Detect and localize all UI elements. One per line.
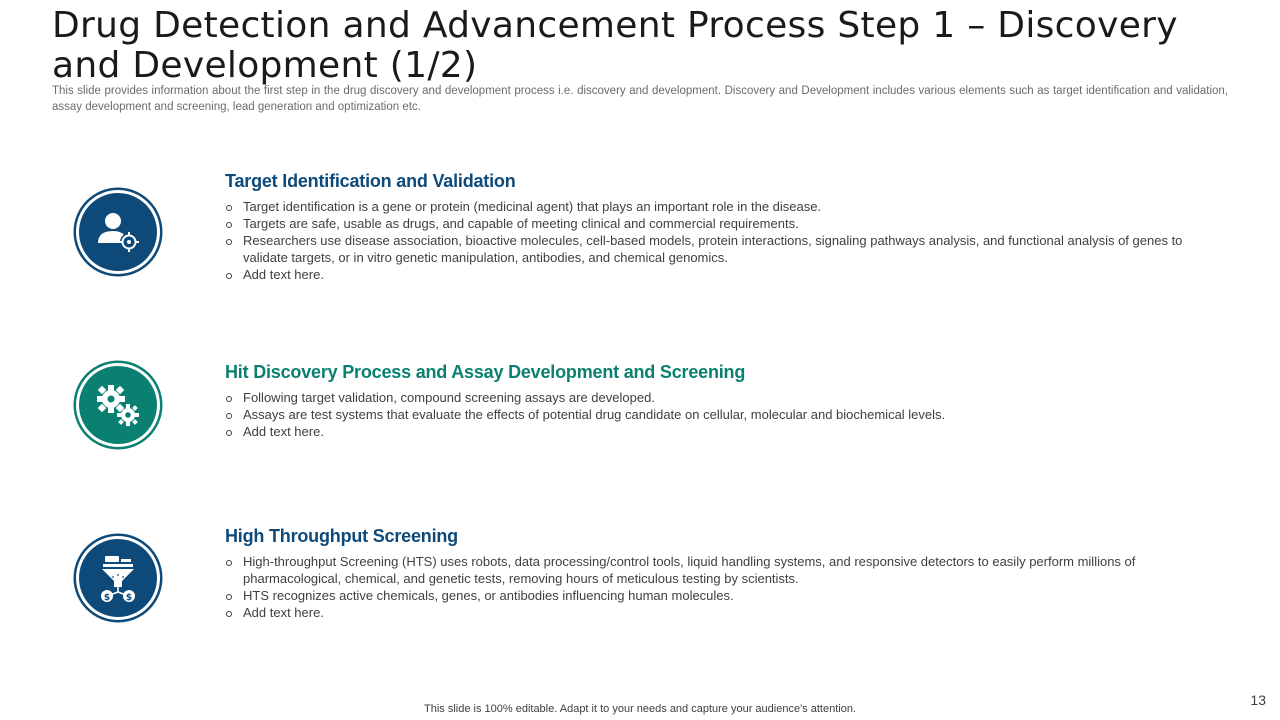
section-2-icon-circle bbox=[76, 363, 160, 447]
section-3-heading: High Throughput Screening bbox=[225, 526, 458, 546]
bullet: Add text here. bbox=[225, 266, 1195, 283]
page-number: 13 bbox=[1250, 692, 1266, 708]
section-3-bullets bbox=[225, 553, 1195, 621]
section-1-icon-circle bbox=[76, 190, 160, 274]
bullet: Following target validation, compound screening assays are developed. bbox=[225, 389, 1195, 406]
section-1-bullets bbox=[225, 198, 1195, 283]
bullet: Assays are test systems that evaluate the effects of potential drug candidate on cellular, molecular and biochemical levels. bbox=[225, 406, 1195, 423]
funnel-money-icon bbox=[91, 551, 145, 605]
bullet: Add text here. bbox=[225, 604, 1195, 621]
bullet: HTS recognizes active chemicals, genes, or antibodies influencing human molecules. bbox=[225, 587, 1195, 604]
section-2-bullets bbox=[225, 389, 1195, 440]
bullet: Target identification is a gene or protein (medicinal agent) that plays an important role in the disease. bbox=[225, 198, 1195, 215]
section-1-heading: Target Identification and Validation bbox=[225, 171, 516, 191]
slide-subtitle: This slide provides information about the first step in the drug discovery and development process i.e. discovery and development. Discovery and Development includes various elements such as target identification and validation, assay development and screening, lead generation and optimization etc. bbox=[52, 85, 1228, 113]
slide-title: Drug Detection and Advancement Process Step 1 – Discovery and Development (1/2) bbox=[52, 5, 1178, 86]
section-2-heading: Hit Discovery Process and Assay Development and Screening bbox=[225, 362, 746, 382]
svg-text:$: $ bbox=[125, 593, 133, 603]
gears-icon bbox=[91, 378, 145, 432]
section-3-icon-circle bbox=[76, 536, 160, 620]
footer-note: This slide is 100% editable. Adapt it to your needs and capture your audience's attention. bbox=[424, 703, 856, 715]
svg-text:$: $ bbox=[103, 593, 111, 603]
user-target-icon bbox=[91, 205, 145, 259]
bullet: High-throughput Screening (HTS) uses robots, data processing/control tools, liquid handling systems, and responsive detectors to easily perform millions of pharmacological, chemical, and genetic tests, removing hours of meticulous testing by scientists. bbox=[225, 553, 1195, 587]
bullet: Targets are safe, usable as drugs, and capable of meeting clinical and commercial requirements. bbox=[225, 215, 1195, 232]
bullet: Add text here. bbox=[225, 423, 1195, 440]
bullet: Researchers use disease association, bioactive molecules, cell-based models, protein interactions, signaling pathways analysis, and functional analysis of genes to validate targets, or in vitro genetic manipulation, antibodies, and chemical genomics. bbox=[225, 232, 1195, 266]
